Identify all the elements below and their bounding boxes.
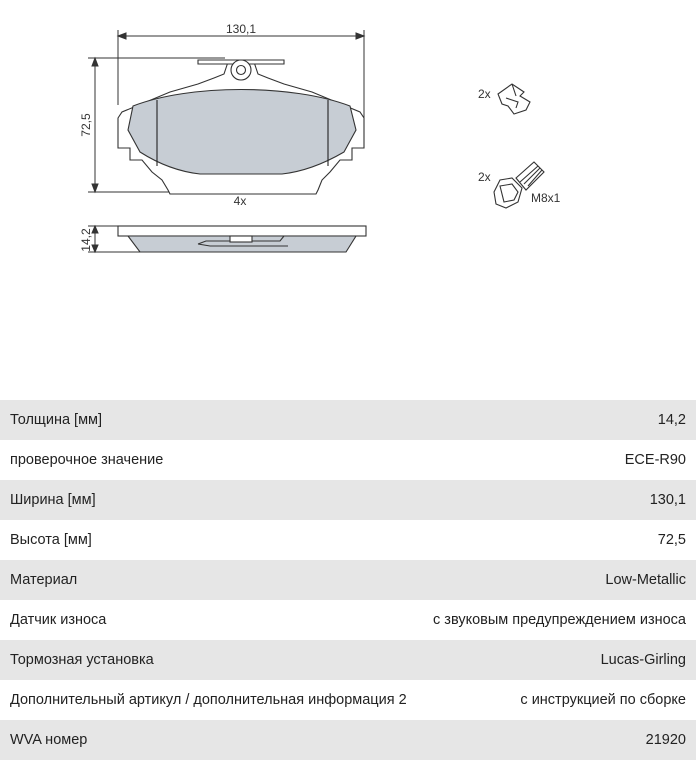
spec-row-test-value	[0, 440, 696, 480]
bolt-quantity-label: 2x	[478, 170, 491, 184]
spec-row-height	[0, 520, 696, 560]
spec-label: Материал	[10, 572, 78, 588]
spec-value: ECE-R90	[624, 452, 686, 468]
thickness-dimension-label: 14,2	[79, 228, 93, 252]
spec-label: Дополнительный артикул / дополнительная информация 2	[10, 692, 407, 708]
spec-label: Толщина [мм]	[10, 412, 103, 428]
spec-value: Low-Metallic	[605, 572, 686, 588]
clip-quantity-label: 2x	[478, 87, 491, 101]
bolt-thread-label: M8x1	[531, 191, 561, 205]
clip-icon	[498, 84, 530, 114]
spec-row-wva-number	[0, 720, 696, 760]
spec-label: Датчик износа	[10, 612, 107, 628]
spec-value: 72,5	[657, 532, 686, 548]
spec-row-brake-system	[0, 640, 696, 680]
spec-row-additional-info	[0, 680, 696, 720]
spec-label: Высота [мм]	[10, 532, 92, 548]
spec-value: с звуковым предупреждением износа	[433, 612, 686, 628]
spec-value: Lucas-Girling	[600, 652, 686, 668]
spec-row-thickness	[0, 400, 696, 440]
spec-row-material	[0, 560, 696, 600]
spec-table	[0, 400, 696, 760]
spec-label: Тормозная установка	[10, 652, 154, 668]
spec-value: 21920	[645, 732, 686, 748]
spec-label: Ширина [мм]	[10, 492, 96, 508]
spec-label: проверочное значение	[10, 452, 164, 468]
spec-value: 130,1	[649, 492, 686, 508]
mounting-eye	[231, 60, 251, 80]
spec-row-width	[0, 480, 696, 520]
height-dimension-label: 72,5	[79, 113, 93, 137]
width-dimension-label: 130,1	[225, 22, 257, 36]
spec-row-wear-sensor	[0, 600, 696, 640]
brake-pad-side-view	[118, 226, 366, 252]
pad-quantity-label: 4x	[233, 194, 247, 208]
spec-value: 14,2	[657, 412, 686, 428]
spec-label: WVA номер	[10, 732, 88, 748]
spec-value: с инструкцией по сборке	[520, 692, 686, 708]
